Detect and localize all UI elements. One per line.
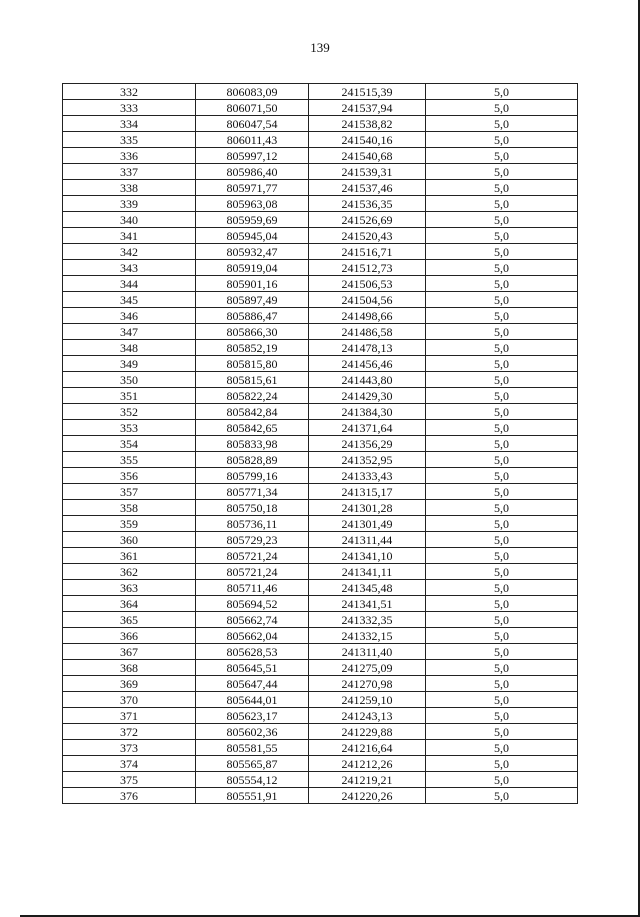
point-number-cell: 367 (63, 644, 196, 660)
y-coordinate-cell: 241220,26 (309, 788, 426, 804)
y-coordinate-cell: 241515,39 (309, 84, 426, 100)
value-cell: 5,0 (426, 548, 578, 564)
value-cell: 5,0 (426, 116, 578, 132)
point-number-cell: 366 (63, 628, 196, 644)
x-coordinate-cell: 805662,74 (196, 612, 309, 628)
point-number-cell: 350 (63, 372, 196, 388)
x-coordinate-cell: 805986,40 (196, 164, 309, 180)
value-cell: 5,0 (426, 580, 578, 596)
table-row (63, 164, 578, 180)
value-cell: 5,0 (426, 436, 578, 452)
table-row (63, 228, 578, 244)
x-coordinate-cell: 806011,43 (196, 132, 309, 148)
point-number-cell: 363 (63, 580, 196, 596)
y-coordinate-cell: 241333,43 (309, 468, 426, 484)
y-coordinate-cell: 241341,10 (309, 548, 426, 564)
value-cell: 5,0 (426, 244, 578, 260)
point-number-cell: 369 (63, 676, 196, 692)
table-row (63, 356, 578, 372)
y-coordinate-cell: 241275,09 (309, 660, 426, 676)
value-cell: 5,0 (426, 468, 578, 484)
x-coordinate-cell: 805694,52 (196, 596, 309, 612)
table-row (63, 180, 578, 196)
table-row (63, 116, 578, 132)
x-coordinate-cell: 805901,16 (196, 276, 309, 292)
table-row (63, 436, 578, 452)
y-coordinate-cell: 241506,53 (309, 276, 426, 292)
table-row (63, 132, 578, 148)
value-cell: 5,0 (426, 676, 578, 692)
y-coordinate-cell: 241539,31 (309, 164, 426, 180)
table-row (63, 420, 578, 436)
point-number-cell: 353 (63, 420, 196, 436)
table-row (63, 484, 578, 500)
y-coordinate-cell: 241229,88 (309, 724, 426, 740)
value-cell: 5,0 (426, 372, 578, 388)
y-coordinate-cell: 241356,29 (309, 436, 426, 452)
table-row (63, 596, 578, 612)
point-number-cell: 352 (63, 404, 196, 420)
value-cell: 5,0 (426, 724, 578, 740)
value-cell: 5,0 (426, 772, 578, 788)
y-coordinate-cell: 241301,49 (309, 516, 426, 532)
point-number-cell: 357 (63, 484, 196, 500)
y-coordinate-cell: 241520,43 (309, 228, 426, 244)
value-cell: 5,0 (426, 84, 578, 100)
point-number-cell: 340 (63, 212, 196, 228)
table-row (63, 692, 578, 708)
x-coordinate-cell: 805842,84 (196, 404, 309, 420)
x-coordinate-cell: 806047,54 (196, 116, 309, 132)
x-coordinate-cell: 805771,34 (196, 484, 309, 500)
point-number-cell: 358 (63, 500, 196, 516)
point-number-cell: 343 (63, 260, 196, 276)
x-coordinate-cell: 805711,46 (196, 580, 309, 596)
x-coordinate-cell: 805852,19 (196, 340, 309, 356)
value-cell: 5,0 (426, 324, 578, 340)
point-number-cell: 344 (63, 276, 196, 292)
table-row (63, 388, 578, 404)
y-coordinate-cell: 241536,35 (309, 196, 426, 212)
y-coordinate-cell: 241332,35 (309, 612, 426, 628)
point-number-cell: 337 (63, 164, 196, 180)
y-coordinate-cell: 241443,80 (309, 372, 426, 388)
point-number-cell: 334 (63, 116, 196, 132)
table-row (63, 516, 578, 532)
point-number-cell: 370 (63, 692, 196, 708)
y-coordinate-cell: 241512,73 (309, 260, 426, 276)
y-coordinate-cell: 241384,30 (309, 404, 426, 420)
point-number-cell: 359 (63, 516, 196, 532)
table-row (63, 372, 578, 388)
table-row (63, 292, 578, 308)
point-number-cell: 338 (63, 180, 196, 196)
value-cell: 5,0 (426, 660, 578, 676)
x-coordinate-cell: 805647,44 (196, 676, 309, 692)
point-number-cell: 368 (63, 660, 196, 676)
table-row (63, 404, 578, 420)
value-cell: 5,0 (426, 212, 578, 228)
table-row (63, 564, 578, 580)
point-number-cell: 365 (63, 612, 196, 628)
x-coordinate-cell: 805602,36 (196, 724, 309, 740)
y-coordinate-cell: 241429,30 (309, 388, 426, 404)
y-coordinate-cell: 241212,26 (309, 756, 426, 772)
x-coordinate-cell: 805644,01 (196, 692, 309, 708)
table-row (63, 740, 578, 756)
value-cell: 5,0 (426, 388, 578, 404)
table-row (63, 788, 578, 804)
y-coordinate-cell: 241540,68 (309, 148, 426, 164)
x-coordinate-cell: 805815,61 (196, 372, 309, 388)
point-number-cell: 354 (63, 436, 196, 452)
point-number-cell: 335 (63, 132, 196, 148)
y-coordinate-cell: 241259,10 (309, 692, 426, 708)
point-number-cell: 346 (63, 308, 196, 324)
value-cell: 5,0 (426, 100, 578, 116)
table-row (63, 468, 578, 484)
value-cell: 5,0 (426, 148, 578, 164)
value-cell: 5,0 (426, 740, 578, 756)
value-cell: 5,0 (426, 308, 578, 324)
y-coordinate-cell: 241504,56 (309, 292, 426, 308)
table-row (63, 148, 578, 164)
x-coordinate-cell: 805828,89 (196, 452, 309, 468)
table-row (63, 676, 578, 692)
y-coordinate-cell: 241315,17 (309, 484, 426, 500)
value-cell: 5,0 (426, 500, 578, 516)
x-coordinate-cell: 805997,12 (196, 148, 309, 164)
y-coordinate-cell: 241311,40 (309, 644, 426, 660)
x-coordinate-cell: 805886,47 (196, 308, 309, 324)
point-number-cell: 372 (63, 724, 196, 740)
y-coordinate-cell: 241311,44 (309, 532, 426, 548)
x-coordinate-cell: 805822,24 (196, 388, 309, 404)
table-row (63, 324, 578, 340)
point-number-cell: 341 (63, 228, 196, 244)
point-number-cell: 361 (63, 548, 196, 564)
value-cell: 5,0 (426, 532, 578, 548)
x-coordinate-cell: 805551,91 (196, 788, 309, 804)
y-coordinate-cell: 241332,15 (309, 628, 426, 644)
x-coordinate-cell: 805721,24 (196, 564, 309, 580)
value-cell: 5,0 (426, 292, 578, 308)
table-row (63, 644, 578, 660)
x-coordinate-cell: 805842,65 (196, 420, 309, 436)
x-coordinate-cell: 805750,18 (196, 500, 309, 516)
y-coordinate-cell: 241478,13 (309, 340, 426, 356)
coordinates-table (62, 83, 578, 804)
x-coordinate-cell: 805963,08 (196, 196, 309, 212)
value-cell: 5,0 (426, 340, 578, 356)
x-coordinate-cell: 805628,53 (196, 644, 309, 660)
table-row (63, 724, 578, 740)
value-cell: 5,0 (426, 644, 578, 660)
y-coordinate-cell: 241516,71 (309, 244, 426, 260)
y-coordinate-cell: 241486,58 (309, 324, 426, 340)
point-number-cell: 374 (63, 756, 196, 772)
point-number-cell: 373 (63, 740, 196, 756)
value-cell: 5,0 (426, 788, 578, 804)
point-number-cell: 347 (63, 324, 196, 340)
y-coordinate-cell: 241456,46 (309, 356, 426, 372)
value-cell: 5,0 (426, 596, 578, 612)
y-coordinate-cell: 241498,66 (309, 308, 426, 324)
x-coordinate-cell: 805866,30 (196, 324, 309, 340)
table-row (63, 276, 578, 292)
value-cell: 5,0 (426, 612, 578, 628)
y-coordinate-cell: 241341,51 (309, 596, 426, 612)
value-cell: 5,0 (426, 420, 578, 436)
value-cell: 5,0 (426, 228, 578, 244)
page-number: 139 (310, 40, 330, 55)
x-coordinate-cell: 805554,12 (196, 772, 309, 788)
y-coordinate-cell: 241526,69 (309, 212, 426, 228)
value-cell: 5,0 (426, 708, 578, 724)
point-number-cell: 356 (63, 468, 196, 484)
y-coordinate-cell: 241371,64 (309, 420, 426, 436)
value-cell: 5,0 (426, 452, 578, 468)
table-row (63, 580, 578, 596)
y-coordinate-cell: 241538,82 (309, 116, 426, 132)
table-row (63, 628, 578, 644)
value-cell: 5,0 (426, 276, 578, 292)
value-cell: 5,0 (426, 404, 578, 420)
value-cell: 5,0 (426, 164, 578, 180)
x-coordinate-cell: 806083,09 (196, 84, 309, 100)
table-row (63, 772, 578, 788)
x-coordinate-cell: 805959,69 (196, 212, 309, 228)
point-number-cell: 375 (63, 772, 196, 788)
point-number-cell: 364 (63, 596, 196, 612)
point-number-cell: 333 (63, 100, 196, 116)
point-number-cell: 339 (63, 196, 196, 212)
y-coordinate-cell: 241341,11 (309, 564, 426, 580)
value-cell: 5,0 (426, 260, 578, 276)
x-coordinate-cell: 805645,51 (196, 660, 309, 676)
value-cell: 5,0 (426, 564, 578, 580)
x-coordinate-cell: 805932,47 (196, 244, 309, 260)
x-coordinate-cell: 805971,77 (196, 180, 309, 196)
table-row (63, 84, 578, 100)
table-row (63, 212, 578, 228)
x-coordinate-cell: 805623,17 (196, 708, 309, 724)
value-cell: 5,0 (426, 628, 578, 644)
x-coordinate-cell: 805662,04 (196, 628, 309, 644)
value-cell: 5,0 (426, 516, 578, 532)
point-number-cell: 345 (63, 292, 196, 308)
y-coordinate-cell: 241352,95 (309, 452, 426, 468)
x-coordinate-cell: 805729,23 (196, 532, 309, 548)
point-number-cell: 349 (63, 356, 196, 372)
x-coordinate-cell: 805581,55 (196, 740, 309, 756)
table-row (63, 260, 578, 276)
point-number-cell: 348 (63, 340, 196, 356)
table-row (63, 452, 578, 468)
point-number-cell: 376 (63, 788, 196, 804)
y-coordinate-cell: 241216,64 (309, 740, 426, 756)
point-number-cell: 332 (63, 84, 196, 100)
x-coordinate-cell: 805897,49 (196, 292, 309, 308)
value-cell: 5,0 (426, 356, 578, 372)
x-coordinate-cell: 805945,04 (196, 228, 309, 244)
value-cell: 5,0 (426, 180, 578, 196)
x-coordinate-cell: 805565,87 (196, 756, 309, 772)
value-cell: 5,0 (426, 196, 578, 212)
point-number-cell: 360 (63, 532, 196, 548)
point-number-cell: 355 (63, 452, 196, 468)
table-row (63, 308, 578, 324)
y-coordinate-cell: 241345,48 (309, 580, 426, 596)
y-coordinate-cell: 241537,46 (309, 180, 426, 196)
table-row (63, 660, 578, 676)
y-coordinate-cell: 241301,28 (309, 500, 426, 516)
value-cell: 5,0 (426, 484, 578, 500)
point-number-cell: 336 (63, 148, 196, 164)
x-coordinate-cell: 805919,04 (196, 260, 309, 276)
table-row (63, 612, 578, 628)
table-row (63, 548, 578, 564)
coordinates-table-body (63, 84, 578, 804)
point-number-cell: 351 (63, 388, 196, 404)
table-row (63, 500, 578, 516)
point-number-cell: 371 (63, 708, 196, 724)
value-cell: 5,0 (426, 756, 578, 772)
table-row (63, 708, 578, 724)
table-row (63, 532, 578, 548)
y-coordinate-cell: 241243,13 (309, 708, 426, 724)
y-coordinate-cell: 241537,94 (309, 100, 426, 116)
x-coordinate-cell: 805736,11 (196, 516, 309, 532)
point-number-cell: 362 (63, 564, 196, 580)
table-row (63, 756, 578, 772)
y-coordinate-cell: 241270,98 (309, 676, 426, 692)
table-row (63, 100, 578, 116)
x-coordinate-cell: 805799,16 (196, 468, 309, 484)
x-coordinate-cell: 805833,98 (196, 436, 309, 452)
y-coordinate-cell: 241219,21 (309, 772, 426, 788)
x-coordinate-cell: 805721,24 (196, 548, 309, 564)
x-coordinate-cell: 806071,50 (196, 100, 309, 116)
y-coordinate-cell: 241540,16 (309, 132, 426, 148)
table-row (63, 196, 578, 212)
value-cell: 5,0 (426, 692, 578, 708)
table-row (63, 244, 578, 260)
table-row (63, 340, 578, 356)
value-cell: 5,0 (426, 132, 578, 148)
point-number-cell: 342 (63, 244, 196, 260)
x-coordinate-cell: 805815,80 (196, 356, 309, 372)
